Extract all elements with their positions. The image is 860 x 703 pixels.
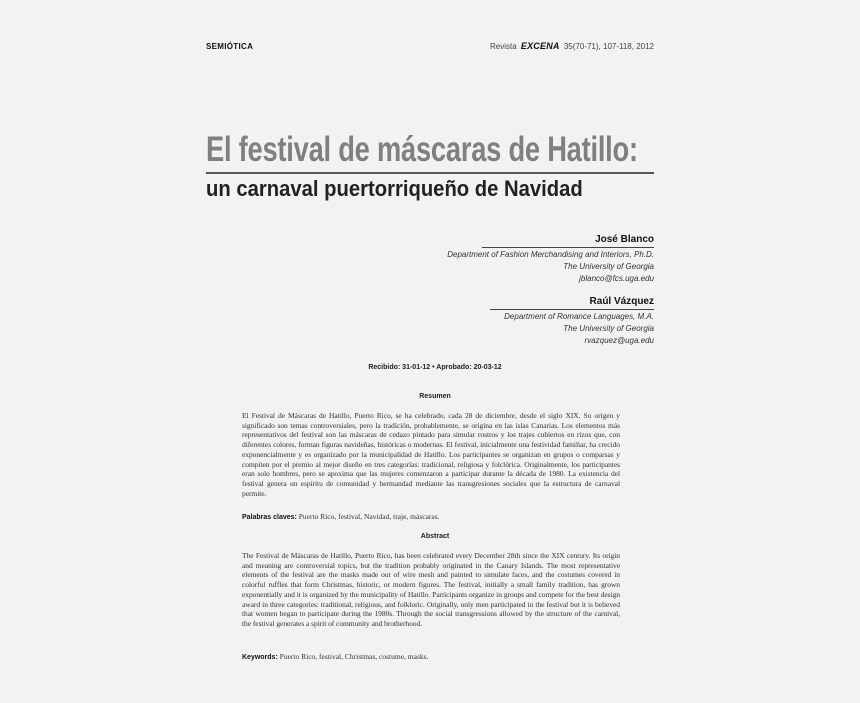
article-subtitle: un carnaval puertorriqueño de Navidad — [206, 176, 583, 201]
keywords-label: Keywords: — [242, 654, 278, 661]
journal-logo: EXCENA — [520, 41, 560, 51]
resumen-keywords — [242, 512, 620, 521]
author-department: Department of Romance Languages, M.A. — [504, 312, 654, 321]
abstract-text: The Festival de Máscaras de Hatillo, Puerto Rico, has been celebrated every December 28th since the XIX century. Its origin and meaning are controversial topics, but the tradition probably originated in the Canary Islands. The most representative elements of the festival are the masks made out of wire mesh and painted to simulate faces, and the costumes covered in colorful ruffles that form Christmas, historic, or modern figures. The festival, initially a small family tradition, has grown exponentially and it is organized by the municipality of Hatillo. Participants organize in groups and compete for the best design award in three categories: traditional, religious, and folkloric. Originally, only men participated in the festival but it is believed that women began to participate during the 1980s. Through the social transgressions allowed by the structure of the carnival, the festival generates a spirit of community and brotherhood. — [242, 551, 620, 628]
abstract-keywords — [242, 652, 620, 661]
journal-prefix: Revista — [489, 42, 517, 51]
abstract-heading: Abstract — [420, 533, 450, 540]
resumen-heading: Resumen — [419, 393, 451, 400]
author-email[interactable]: jblanco@fcs.uga.edu — [579, 274, 654, 283]
author-university: The University of Georgia — [563, 324, 654, 333]
author-rule — [490, 309, 654, 310]
journal-issue: 35(70-71), 107-118, 2012 — [563, 42, 654, 51]
article-title: El festival de máscaras de Hatillo: — [206, 130, 638, 169]
keywords-list: Puerto Rico, festival, Christmas, costume, masks. — [279, 652, 429, 661]
author-university: The University of Georgia — [563, 262, 654, 271]
author-block — [447, 234, 654, 285]
title-rule — [206, 172, 654, 174]
section-label: SEMIÓTICA — [206, 42, 254, 51]
author-email[interactable]: rvazquez@uga.edu — [584, 336, 654, 345]
author-name: José Blanco — [595, 234, 654, 245]
keywords-label: Palabras claves: — [242, 514, 297, 521]
author-rule — [482, 247, 654, 248]
keywords-list: Puerto Rico, festival, Navidad, traje, máscaras. — [298, 512, 440, 521]
author-department: Department of Fashion Merchandising and Interiors, Ph.D. — [447, 250, 654, 259]
author-name: Raúl Vázquez — [589, 296, 654, 307]
resumen-text: El Festival de Máscaras de Hatillo, Puerto Rico, se ha celebrado, cada 28 de diciembre, desde el siglo XIX. Su origen y significado son temas controversiales, pero la tradición, probablemente, se origina en las islas Canarias. Los elementos más representativos del festival son las máscaras de cedazo pintado para simular rostros y los trajes cubiertos en rizos que, con diferentes colores, forman figuras navideñas, históricas o modernas. El festival, inicialmente una festividad familiar, ha crecido exponencialmente y es organizado por la municipalidad de Hatillo. Los participantes se organizan en grupos o comparsas y compiten por el premio al mejor diseño en tres categorías: tradicional, religiosa y folclórica. Originalmente, los participantes eran solo hombres, pero se apoxima que las mujeres comenzaron a participar durante la década de 1980. La existencia del festival genera un espíritu de comunidad y hermandad mediante las transgresiones sociales que la estructura de carnaval permite. — [242, 411, 620, 498]
received-approved-dates: Recibido: 31-01-12 • Aprobado: 20-03-12 — [368, 364, 502, 371]
journal-reference — [490, 41, 654, 51]
author-block — [490, 296, 654, 347]
